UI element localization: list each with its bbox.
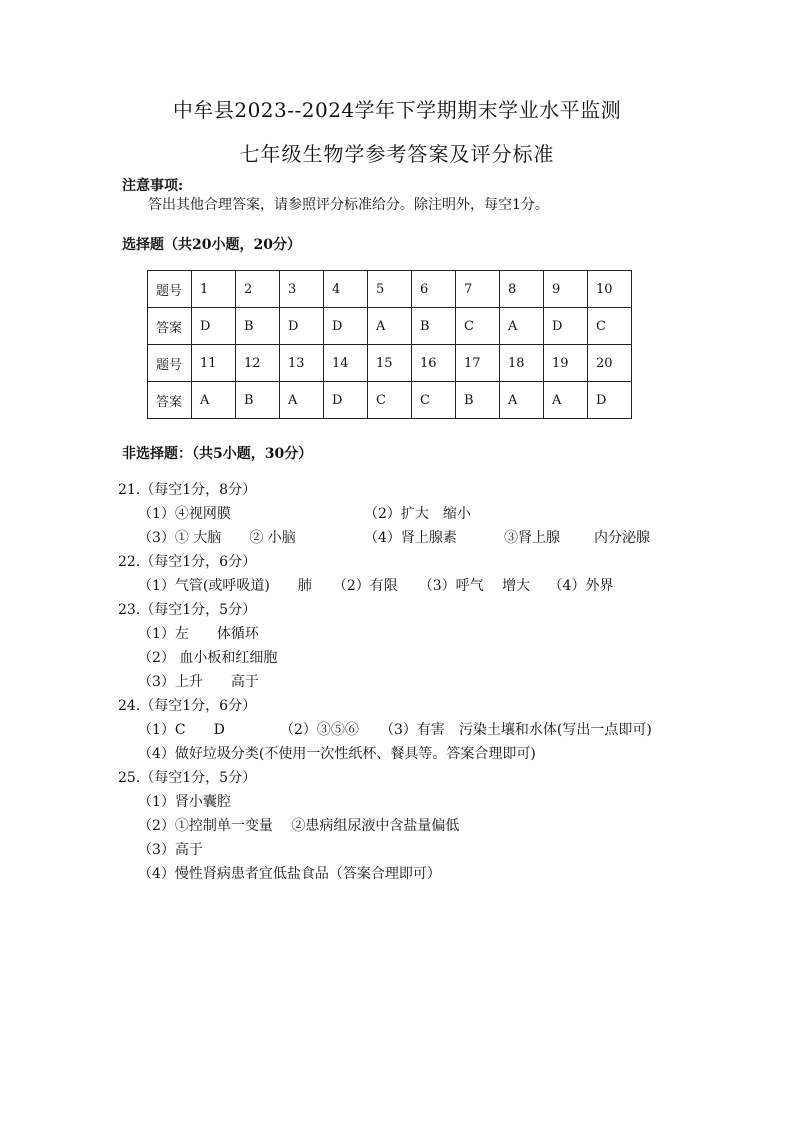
- nonchoice-answers: [118, 478, 652, 886]
- q21-part4: （4）肾上腺素: [364, 530, 457, 546]
- q21-part2: （2）扩大 缩小: [364, 506, 471, 522]
- q24-part2: （2）③⑤⑥: [280, 722, 359, 738]
- notice-heading: 注意事项:: [122, 178, 184, 194]
- table-cell: 1: [192, 271, 236, 308]
- q25-line4: （4）慢性肾病患者宜低盐食品（答案合理即可）: [138, 866, 441, 882]
- q24-heading: 24.（每空1分，6分）: [118, 698, 257, 714]
- table-row: [148, 345, 632, 382]
- table-row: [148, 382, 632, 419]
- table-cell: 9: [544, 271, 588, 308]
- q23-line2: （2） 血小板和红细胞: [138, 650, 278, 666]
- table-cell: A: [500, 382, 544, 419]
- page-subtitle: 七年级生物学参考答案及评分标准: [239, 142, 555, 166]
- q21-part1: （1）④视网膜: [138, 506, 231, 522]
- answer-table: [147, 270, 632, 419]
- table-cell: 11: [192, 345, 236, 382]
- table-cell: D: [544, 308, 588, 345]
- table-cell: 7: [456, 271, 500, 308]
- choice-section-heading: 选择题（共20小题，20分）: [122, 237, 301, 253]
- table-cell: 16: [412, 345, 456, 382]
- q21-part5: ③肾上腺: [504, 530, 560, 546]
- table-cell: B: [236, 308, 280, 345]
- table-cell: 14: [324, 345, 368, 382]
- table-cell: A: [280, 382, 324, 419]
- q21-line2: [118, 526, 650, 550]
- nonchoice-section-heading: 非选择题：（共5小题，30分）: [122, 446, 313, 462]
- q22-heading: 22.（每空1分，6分）: [118, 554, 257, 570]
- q24-line1: [118, 718, 652, 742]
- table-row: [148, 271, 632, 308]
- table-row-label: 题号: [148, 345, 192, 382]
- table-cell: D: [192, 308, 236, 345]
- table-cell: 8: [500, 271, 544, 308]
- table-cell: 3: [280, 271, 324, 308]
- q24-line2: （4）做好垃圾分类(不使用一次性纸杯、餐具等。答案合理即可): [138, 746, 536, 762]
- table-row-label: 答案: [148, 382, 192, 419]
- table-row-label: 答案: [148, 308, 192, 345]
- page-title: 中牟县2023--2024学年下学期期末学业水平监测: [172, 98, 622, 122]
- table-cell: B: [456, 382, 500, 419]
- table-cell: B: [236, 382, 280, 419]
- table-cell: B: [412, 308, 456, 345]
- table-cell: D: [324, 308, 368, 345]
- table-cell: C: [368, 382, 412, 419]
- table-cell: 5: [368, 271, 412, 308]
- table-cell: 2: [236, 271, 280, 308]
- table-cell: C: [456, 308, 500, 345]
- table-cell: A: [192, 382, 236, 419]
- table-cell: 17: [456, 345, 500, 382]
- q25-line1: （1）肾小囊腔: [138, 794, 231, 810]
- q22-line1: （1）气管(或呼吸道) 肺 （2）有限 （3）呼气 增大 （4）外界: [138, 578, 614, 594]
- q25-heading: 25.（每空1分，5分）: [118, 770, 257, 786]
- table-cell: A: [544, 382, 588, 419]
- table-cell: 13: [280, 345, 324, 382]
- table-cell: D: [324, 382, 368, 419]
- q24-part1: （1）C D: [138, 722, 225, 738]
- q21-line1: [118, 502, 613, 526]
- table-cell: C: [412, 382, 456, 419]
- table-cell: D: [280, 308, 324, 345]
- table-cell: 20: [588, 345, 632, 382]
- q25-line2: （2）①控制单一变量 ②患病组尿液中含盐量偏低: [138, 818, 460, 834]
- table-cell: 18: [500, 345, 544, 382]
- table-cell: 4: [324, 271, 368, 308]
- table-cell: 12: [236, 345, 280, 382]
- table-cell: 15: [368, 345, 412, 382]
- q23-heading: 23.（每空1分，5分）: [118, 602, 257, 618]
- table-cell: 6: [412, 271, 456, 308]
- q24-part3: （3）有害 污染土壤和水体(写出一点即可): [380, 722, 652, 738]
- table-cell: 19: [544, 345, 588, 382]
- q21-part3: （3）① 大脑 ② 小脑: [138, 530, 296, 546]
- table-cell: D: [588, 382, 632, 419]
- table-cell: C: [588, 308, 632, 345]
- table-row: [148, 308, 632, 345]
- table-row-label: 题号: [148, 271, 192, 308]
- table-cell: A: [500, 308, 544, 345]
- q25-line3: （3）高于: [138, 842, 203, 858]
- notice-body: 答出其他合理答案，请参照评分标准给分。除注明外，每空1分。: [148, 197, 549, 213]
- table-cell: 10: [588, 271, 632, 308]
- table-cell: A: [368, 308, 412, 345]
- q23-line3: （3）上升 高于: [138, 674, 259, 690]
- q23-line1: （1）左 体循环: [138, 626, 259, 642]
- q21-heading: 21.（每空1分，8分）: [118, 482, 257, 498]
- q21-part6: 内分泌腺: [594, 530, 650, 546]
